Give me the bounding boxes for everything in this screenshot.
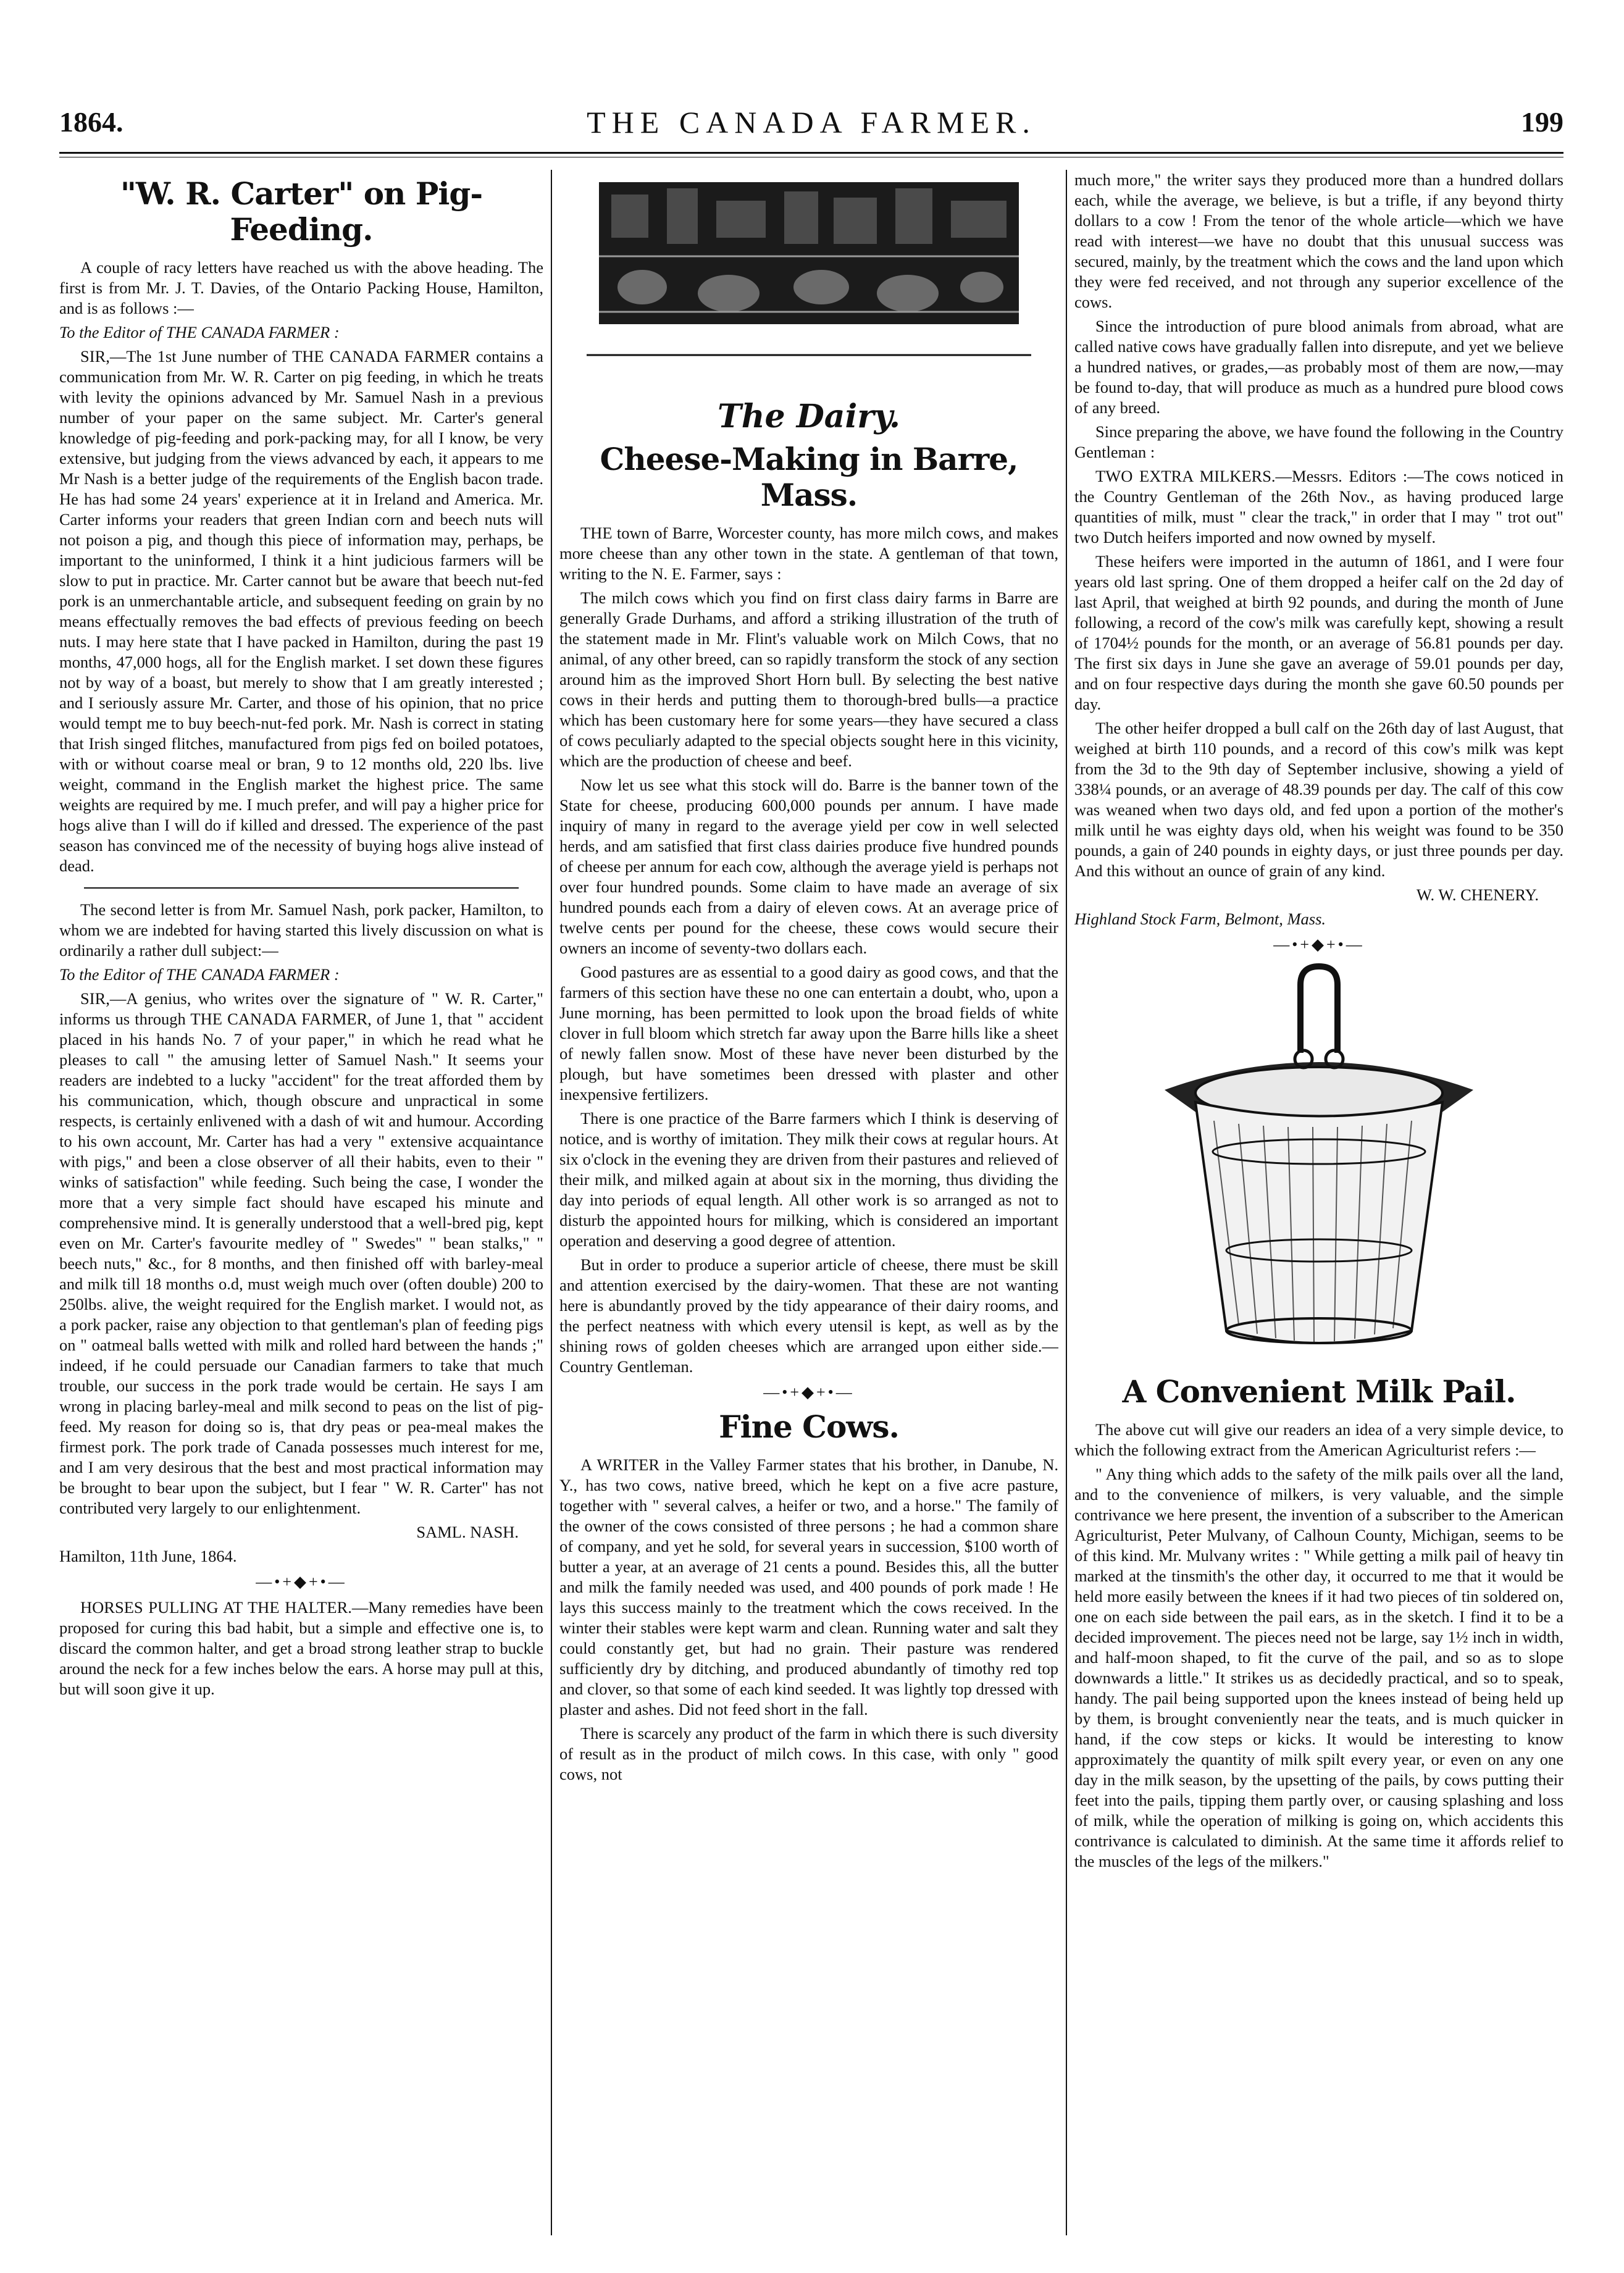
- paragraph: Since the introduction of pure blood animals from abroad, what are called native cows have gradually fallen into disrepute, and yet we believe a hundred natives, or grades,—as probably most of them are now,—may be found to-day, that will produce as much as a hundred pure blood cows of any breed.: [1074, 317, 1563, 417]
- paragraph: HORSES PULLING AT THE HALTER.—Many remedies have been proposed for curing this bad habit, but a simple and effective one is, to discard the common halter, and get a broad strong leather strap to buckle around the neck for a few inches below the ears. A horse may pull at this, but will soon give it up.: [59, 1598, 543, 1698]
- ornament-divider: —•+◆+•—: [256, 1573, 347, 1591]
- article-title-fine-cows: Fine Cows.: [719, 1409, 899, 1445]
- article-title-milk-pail: A Convenient Milk Pail.: [1122, 1373, 1516, 1410]
- signature: W. W. CHENERY.: [1416, 885, 1539, 904]
- ornament-divider: —•+◆+•—: [763, 1383, 855, 1401]
- paragraph: But in order to produce a superior article of cheese, there must be skill and attention exercised by the dairy-women. That these are not wanting here is abundantly proved by the tidy appearance of their dairy rooms, and the perfect neatness with which every utensil is kept, as well as by the shining rows of golden cheeses which are arranged upon either side.—Country Gentleman.: [559, 1255, 1058, 1376]
- column-divider-2: [1066, 170, 1067, 2235]
- paragraph: THE town of Barre, Worcester county, has more milch cows, and makes more cheese than any other town in the state. A gentleman of that town, writing to the N. E. Farmer, says :: [559, 524, 1058, 583]
- paragraph: SIR,—A genius, who writes over the signature of " W. R. Carter," informs us through THE CANADA FARMER, of June 1, that " accident placed in his hands No. 7 of your paper," in which he read what he pleases to call " the amusing letter of Samuel Nash." It seems your readers are indebted to a lucky "accident" for the treat afforded them by his communication, which, though obscure and unpractical in some respects, is certainly enlivened with a dash of wit and humour. According to his own account, Mr. Carter has had a very " extensive acquaintance with pigs," and been a close observer of all their habits, even to their " winks of satisfaction" while feeding. Such being the case, I wonder the more that a very simple fact should have escaped his minute and comprehensive mind. It is generally understood that a well-bred pig, kept even on Mr. Carter's favourite medley of " Swedes" " bean stalks," " beech nuts," &c., for 8 months, and then finished off with barley-meal and milk till 18 months o.d, must weigh much over (often double) 200 to 250lbs. alive, the weight required for the English market. I would not, as a pork packer, raise any objection to that gentleman's plan of feeding pigs on " oatmeal balls wetted with milk and rolled hard between the hands ;" indeed, if he could persuade our Canadian farmers to take that much trouble, our success in the pork trade would be certain. He says I am wrong in placing barley-meal and milk second to peas on the list of pig-feed. My reason for doing so is, that dry peas or pea-meal makes the firmest pork. The pork trade of Canada possesses much interest for me, and I am very desirous that the best and most practical information may be brought to bear upon the subject, but I fear " W. R. Carter" has not contributed very largely to our enlightenment.: [59, 989, 543, 1517]
- page-number: 199: [1521, 106, 1563, 138]
- paragraph: SIR,—The 1st June number of THE CANADA FARMER contains a communication from Mr. W. R. Carter on pig feeding, in which he treats with levity the opinions advanced by Mr. Samuel Nash in a previous number of your paper on the same subject. Mr. Carter's general knowledge of pig-feeding and pork-packing may, for all I know, be very extensive, but judging from the views advanced by each, it appears to me Mr Nash is a better judge of the requirements of the English bacon trade. He has had some 24 years' experience at it in Ireland and America. Mr. Carter informs your readers that green Indian corn and beech nuts will not poison a pig, and though this piece of information may, perhaps, be important to the uninformed, I think it a hint judicious farmers will be slow to put in practice. Mr. Carter cannot but be aware that beech nut-fed pork is an unmerchantable article, and subsequent feeding on grain by no means effectually removes the bad effects of previous feeding on beech nuts. I may here state that I have packed in Hamilton, during the past 19 months, 47,000 hogs, all for the English market. I set down these figures not by way of a boast, but merely to show that I am greatly interested ; and I seriously assure Mr. Carter, and those of his opinion, that no price would tempt me to buy beech-nut-fed pork. Mr. Nash is correct in stating that Irish singed flitches, manufactured from pigs fed on boiled potatoes, with or without coarse meal or bran, 9 to 12 months old, 220 lbs. live weight, command in the English market the highest price. The same weights are required by me. I much prefer, and will pay a higher price for hogs alive than I will do if killed and dressed. The experience of the past season has convinced me of the necessity of buying hogs alive instead of dead.: [59, 347, 543, 875]
- paragraph: There is scarcely any product of the farm in which there is such diversity of result as in the product of milch cows. In this case, with only " good cows, not: [559, 1724, 1058, 1783]
- paragraph: A couple of racy letters have reached us with the above heading. The first is from Mr. J. T. Davies, of the Ontario Packing House, Hamilton, and is as follows :—: [59, 258, 543, 317]
- signature: SAML. NASH.: [416, 1523, 519, 1541]
- paragraph: Since preparing the above, we have found the following in the Country Gentleman :: [1074, 422, 1563, 461]
- paragraph: The second letter is from Mr. Samuel Nash, pork packer, Hamilton, to whom we are indebted for having started this lively discussion on what is ordinarily a rather dull subject:—: [59, 900, 543, 960]
- divider: [84, 887, 519, 889]
- column-divider-1: [551, 170, 552, 2235]
- masthead-title: THE CANADA FARMER.: [587, 105, 1036, 140]
- paragraph: Good pastures are as essential to a good dairy as good cows, and that the farmers of this section have these no one can entertain a doubt, who, upon a June morning, has been permitted to look upon the broad fields of white clover in full bloom which stretch far away upon the Barre hills like a sheet of newly fallen snow. Most of these have never been disturbed by the plough, but have sometimes been dressed with plaster and other inexpensive fertilizers.: [559, 963, 1058, 1103]
- paragraph: There is one practice of the Barre farmers which I think is deserving of notice, and is worthy of imitation. They milk their cows at regular hours. At six o'clock in the evening they are driven from their pastures and relieved of their milk, and milked again at about six in the morning, thus dividing the day into periods of equal length. All other work is so arranged as not to disturb the appointed hours for milking, which is considered an important operation and deserving a good degree of attention.: [559, 1109, 1058, 1250]
- column-3: [1074, 170, 1563, 2238]
- salutation: To the Editor of THE CANADA FARMER :: [59, 965, 340, 984]
- paragraph: These heifers were imported in the autumn of 1861, and I were four years old last spring. One of them dropped a heifer calf on the 2d day of last April, that weighed at birth 92 pounds, and during the month of June following, a record of the cow's milk was carefully kept, showing a result of 1704½ pounds for the month, or an average of 56.81 pounds per day. The first six days in June she gave an average of 59.01 pounds per day, and on four respective days during the month she gave 60.50 pounds per day.: [1074, 552, 1563, 713]
- ornament-divider: —•+◆+•—: [1273, 936, 1365, 953]
- paragraph: The above cut will give our readers an idea of a very simple device, to which the following extract from the American Agriculturist refers :—: [1074, 1420, 1563, 1459]
- paragraph: much more," the writer says they produced more than a hundred dollars each, while the average, we believe, is but a trifle, if any beyond thirty dollars to a cow ! From the tenor of the whole article—which we have read with interest—we have no doubt that this unusual success was secured, mainly, by the treatment which the cows and the land upon which they were fed received, and not through any superior excellence of the cows.: [1074, 170, 1563, 311]
- paragraph: TWO EXTRA MILKERS.—Messrs. Editors :—The cows noticed in the Country Gentleman of the 26th Nov., as having produced large quantities of milk, must " clear the track," in order that I may " trot out" two Dutch heifers imported and now owned by myself.: [1074, 467, 1563, 546]
- dairy-scene-engraving: [587, 170, 1031, 392]
- page-header: [59, 104, 1563, 147]
- signature-location: Highland Stock Farm, Belmont, Mass.: [1074, 910, 1326, 928]
- paragraph: The milch cows which you find on first class dairy farms in Barre are generally Grade Durhams, and afford a striking illustration of the truth of the statement made in Mr. Flint's valuable work on Milch Cows, that no animal, of any other breed, can so rapidly transform the stock of any section around him as the improved Short Horn bull. By selecting the best native cows in their herds and putting them to thorough-bred bulls—a practice which has been customary here for some years—they have secured a class of cows peculiarly adapted to the special objects sought here in this vicinity, which are the production of cheese and beef.: [559, 588, 1058, 770]
- paragraph: The other heifer dropped a bull calf on the 26th day of last August, that weighed at birth 110 pounds, and a record of this cow's milk was kept from the 3d to the 9th day of September inclusive, showing a yield of 338¼ pounds, or an average of 48.39 pounds per day. The calf of this cow was weaned when two days old, and fed upon a portion of the mother's milk until he was eighty days old, when his weight was found to be 350 pounds, a gain of 240 pounds in eighty days, or just three pounds per day. And this without an ounce of grain of any kind.: [1074, 719, 1563, 880]
- paragraph: A WRITER in the Valley Farmer states that his brother, in Danube, N. Y., has two cows, native breed, which he kept on a five acre pasture, together with " several calves, a heifer or two, and a horse." The family of the owner of the cows consisted of three persons ; he had a common share of company, and yet he sold, for several years in succession, $100 worth of butter a year, at an average of 21 cents a pound. Besides this, all the butter and milk the family needed was used, and 400 pounds of pork made ! He lays this success mainly to the treatment which the cows received. In the winter their stables were kept warm and clean. Running water and salt they could constantly get, but had no grain. Their pasture was rendered sufficiently dry by ditching, and produced abundantly of timothy red top and clover, so that some of each kind seeded. It was lightly top dressed with plaster and ashes. Did not feed short in the fall.: [559, 1455, 1058, 1718]
- dateline: Hamilton, 11th June, 1864.: [59, 1547, 237, 1565]
- section-title-dairy: The Dairy.: [718, 398, 900, 435]
- paragraph: " Any thing which adds to the safety of the milk pails over all the land, and to the convenience of milkers, is very valuable, and the simple contrivance we here present, the invention of a subscriber to the American Agriculturist, Peter Mulvany, of Calhoun County, Michigan, seems to be of this kind. Mr. Mulvany writes : " While getting a milk pail of heavy tin marked at the tinsmith's the other day, it occurred to me that it would be held more easily between the knees if it had two pieces of tin soldered on, one on each side between the pail ears, as in the sketch. I find it to be a decided improvement. The pieces need not be large, say 1½ inch in width, and half-moon shaped, to fit the curve of the pail, and so as to slope downwards a little." It strikes us as decidedly practical, and so to speak, handy. The pail being supported upon the knees instead of being held up by them, is brought conveniently near the teats, and is much quicker in hand, if the cow steps or kicks. It would be interesting to know approximately the quantity of milk spilt every year, or even on any one day in the milk season, by the upsetting of the pails, by cows putting their feet into the pails, tipping them partly over, or causing splashing and loss of milk, while the operation of milking is going on, which accidents this contrivance is calculated to diminish. At the same time it affords relief to the muscles of the legs of the milkers.": [1074, 1465, 1563, 1870]
- header-rule: [59, 152, 1563, 154]
- milk-pail-illustration: [1146, 960, 1492, 1368]
- paragraph: Now let us see what this stock will do. Barre is the banner town of the State for cheese, producing 600,000 pounds per annum. I have made inquiry of many in regard to the average yield per cow in well selected herds, and am satisfied that first class dairies produce five hundred pounds of cheese per annum for each cow, although the average yield is perhaps not over four hundred pounds. Some claim to have made an average of six hundred pounds each from a dairy of eleven cows. At an average price of twelve cents per pound for the cheese, these cows would secure their owners an income of seventy-two dollars each.: [559, 776, 1058, 957]
- salutation: To the Editor of THE CANADA FARMER :: [59, 323, 340, 341]
- article-title-pig-feeding: "W. R. Carter" on Pig-Feeding.: [120, 175, 483, 248]
- column-1: [59, 170, 543, 2238]
- header-year: 1864.: [59, 106, 123, 138]
- article-title-cheese-making: Cheese-Making in Barre, Mass.: [600, 441, 1018, 513]
- column-2: [559, 170, 1058, 2238]
